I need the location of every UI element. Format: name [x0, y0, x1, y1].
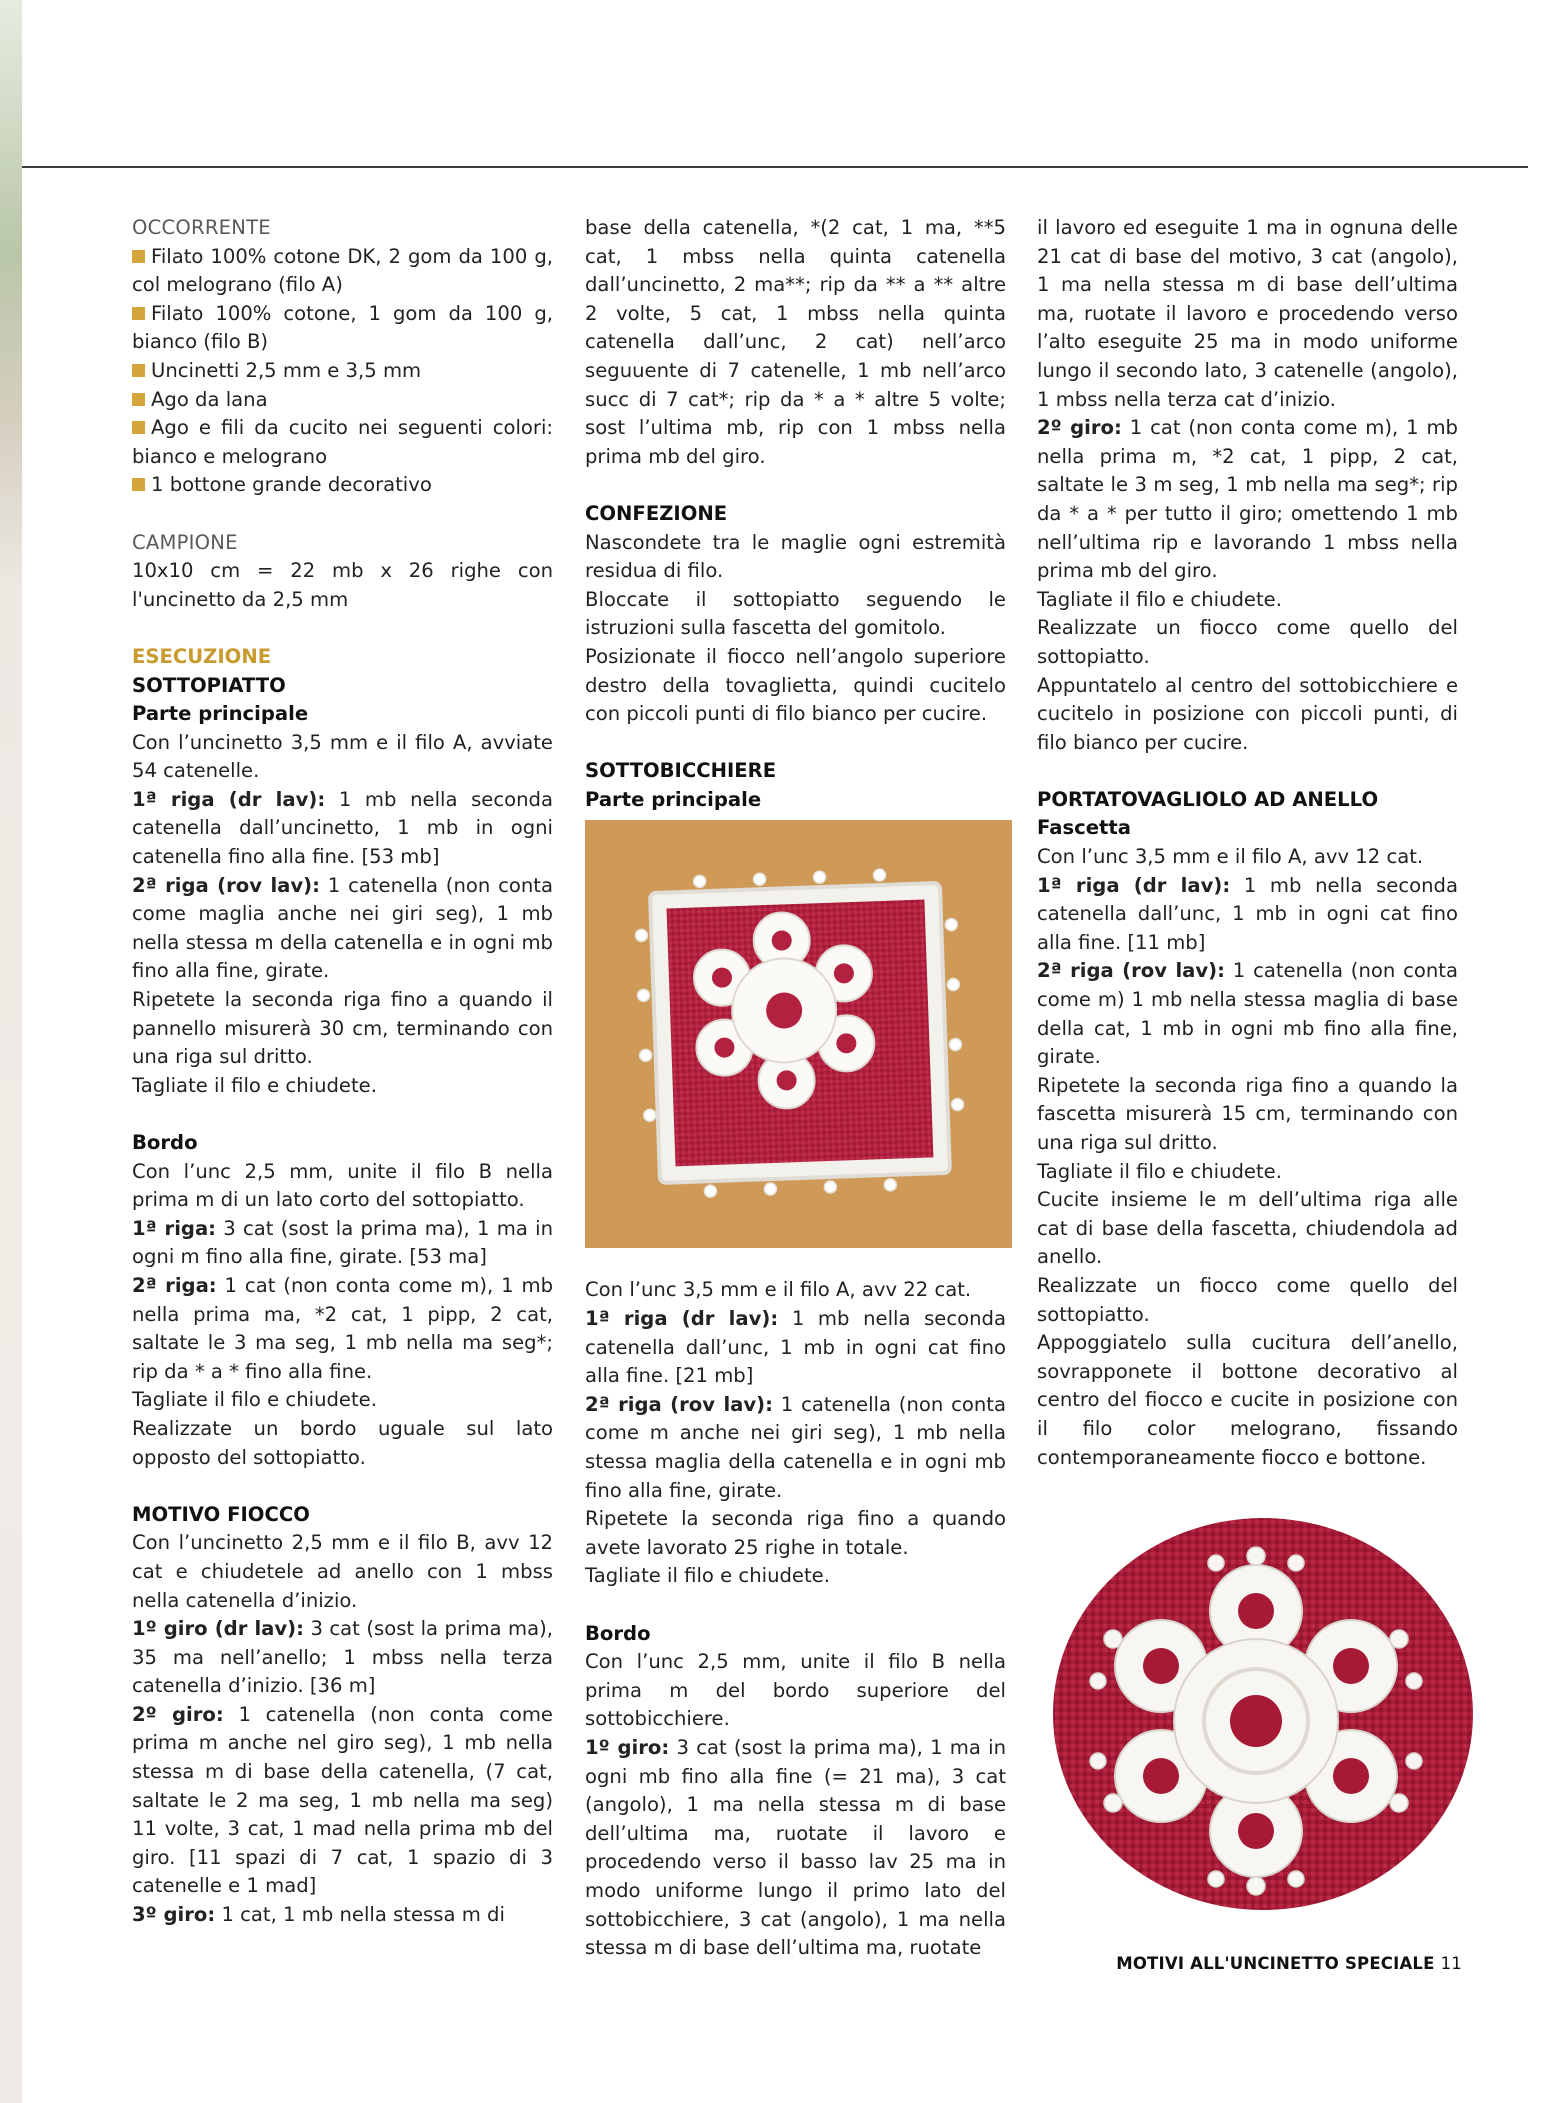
- paragraph: Nascondete tra le maglie ogni estremità residua di filo.: [585, 530, 1006, 583]
- paragraph: Con l’unc 3,5 mm e il filo A, avv 22 cat.: [585, 1278, 972, 1302]
- bullet-square-icon: [132, 307, 145, 320]
- parte-principale-heading: Parte principale: [585, 787, 762, 811]
- list-item: 1 bottone grande decorativo: [132, 471, 553, 500]
- parte-principale-heading: Parte principale: [132, 702, 309, 726]
- left-photo-strip: [0, 0, 22, 2103]
- paragraph: Con l’unc 2,5 mm, unite il filo B nella prima m di un lato corto del sottopiatto.: [132, 1159, 553, 1212]
- paragraph: Tagliate il filo e chiudete.: [132, 1073, 377, 1097]
- list-item: Ago da lana: [132, 386, 553, 415]
- paragraph: Ripetete la seconda riga fino a quando la fascetta misurerà 15 cm, terminando con una riga sul dritto.: [1037, 1073, 1458, 1154]
- coaster-photo: [585, 820, 1012, 1248]
- paragraph: 1º giro: 3 cat (sost la prima ma), 1 ma in ogni mb fino alla fine (= 21 ma), 3 cat (angolo), 1 ma nella stessa m di base dell’ultima ma, ruotate il lavoro e procedendo verso il basso lav 25 ma in modo uniforme lungo il primo lato del sottobicchiere, 3 cat (angolo), 1 ma nella stessa m di base dell’ultima ma, ruotate: [585, 1735, 1006, 1960]
- top-rule: [22, 166, 1528, 168]
- bullet-square-icon: [132, 478, 145, 491]
- paragraph: 3º giro: 1 cat, 1 mb nella stessa m di: [132, 1903, 505, 1927]
- paragraph: il lavoro ed eseguite 1 ma in ognuna delle 21 cat di base del motivo, 3 cat (angolo), 1 ma nella stessa m di base dell’ultima ma, ruotate il lavoro e procedendo verso l’alto eseguite 25 ma in modo uniforme lungo il secondo lato, 3 catenelle (angolo), 1 mbss nella terza cat d’inizio.: [1037, 216, 1458, 411]
- paragraph: Cucite insieme le m dell’ultima riga alle cat di base della fascetta, chiudendola ad anello.: [1037, 1188, 1458, 1269]
- paragraph: 2ª riga (rov lav): 1 catenella (non conta come m anche nei giri seg), 1 mb nella stessa maglia della catenella e in ogni mb fino alla fine, girate.: [585, 1392, 1006, 1502]
- sottopiatto-heading: SOTTOPIATTO: [132, 673, 286, 697]
- paragraph: 2ª riga (rov lav): 1 catenella (non conta come maglia anche nei giri seg), 1 mb nella stessa m della catenella e in ogni mb fino alla fine, girate.: [132, 873, 553, 983]
- paragraph: Tagliate il filo e chiudete.: [132, 1388, 377, 1412]
- paragraph: Posizionate il fiocco nell’angolo superiore destro della tovaglietta, quindi cucitelo con piccoli punti di filo bianco per cucire.: [585, 644, 1006, 726]
- paragraph: Ripetete la seconda riga fino a quando avete lavorato 25 righe in totale.: [585, 1507, 1006, 1559]
- paragraph: Tagliate il filo e chiudete.: [585, 1564, 830, 1588]
- paragraph: Tagliate il filo e chiudete.: [1037, 587, 1282, 611]
- fascetta-heading: Fascetta: [1037, 816, 1131, 840]
- coaster-illustration: [585, 820, 1012, 1248]
- paragraph: 2ª riga: 1 cat (non conta come m), 1 mb nella prima ma, *2 cat, 1 pipp, 2 cat, saltate le 3 ma seg, 1 mb nella ma seg*; rip da * a * fino alla fine.: [132, 1273, 554, 1383]
- column-3: [1037, 214, 1458, 1912]
- bullet-square-icon: [132, 250, 145, 263]
- paragraph: 2º giro: 1 catenella (non conta come prima m anche nel giro seg), 1 mb nella stessa m di base della catenella, (7 cat, saltate le 2 ma seg, 1 mb nella ma seg) 11 volte, 3 cat, 1 mad nella prima mb del giro. [11 spazi di 7 cat, 1 spazio di 3 catenelle e 1 mad]: [132, 1702, 553, 1898]
- paragraph: 1ª riga (dr lav): 1 mb nella seconda catenella dall’unc, 1 mb in ogni cat fino alla fine. [11 mb]: [1037, 873, 1458, 954]
- paragraph: 1º giro (dr lav): 3 cat (sost la prima ma), 35 ma nell’anello; 1 mbss nella terza catenella d’inizio. [36 m]: [132, 1617, 553, 1698]
- campione-text: 10x10 cm = 22 mb x 26 righe con l'uncinetto da 2,5 mm: [132, 559, 553, 611]
- paragraph: Con l’unc 2,5 mm, unite il filo B nella prima m del bordo superiore del sottobicchiere.: [585, 1650, 1006, 1731]
- motivo-fiocco-heading: MOTIVO FIOCCO: [132, 1502, 310, 1526]
- campione-title: CAMPIONE: [132, 530, 238, 554]
- paragraph: Tagliate il filo e chiudete.: [1037, 1159, 1282, 1183]
- paragraph: 2ª riga (rov lav): 1 catenella (non conta come m) 1 mb nella stessa maglia di base della cat, 1 mb in ogni mb fino alla fine, girate.: [1037, 959, 1458, 1069]
- column-2: [585, 214, 1006, 1963]
- paragraph: Realizzate un bordo uguale sul lato opposto del sottopiatto.: [132, 1416, 553, 1469]
- paragraph: 1ª riga: 3 cat (sost la prima ma), 1 ma in ogni m fino alla fine, girate. [53 ma]: [132, 1216, 553, 1269]
- list-item: Ago e fili da cucito nei seguenti colori: bianco e melograno: [132, 416, 553, 468]
- paragraph: Appoggiatelo sulla cucitura dell’anello, sovrapponete il bottone decorativo al centro del fiocco e cucite in posizione con il filo color melograno, fissando contemporaneamente fiocco e bottone.: [1037, 1331, 1458, 1469]
- column-1: [132, 214, 553, 1930]
- motif-closeup-illustration: [1051, 1516, 1475, 1912]
- paragraph: 1ª riga (dr lav): 1 mb nella seconda catenella dall’uncinetto, 1 mb in ogni catenella fino alla fine. [53 mb]: [132, 787, 553, 869]
- bullet-square-icon: [132, 364, 145, 377]
- page-number: 11: [1440, 1954, 1462, 1973]
- bullet-square-icon: [132, 393, 145, 406]
- paragraph: Con l’uncinetto 2,5 mm e il filo B, avv 12 cat e chiudetele ad anello con 1 mbss nella catenella d’inizio.: [132, 1531, 553, 1612]
- bordo-heading: Bordo: [132, 1131, 198, 1154]
- paragraph: Realizzate un fiocco come quello del sottopiatto.: [1037, 1273, 1458, 1326]
- bullet-square-icon: [132, 421, 145, 434]
- occorrente-title: OCCORRENTE: [132, 216, 271, 239]
- paragraph: Ripetete la seconda riga fino a quando il pannello misurerà 30 cm, terminando con una riga sul dritto.: [132, 988, 553, 1069]
- paragraph: Appuntatelo al centro del sottobicchiere e cucitelo in posizione con piccoli punti, di filo bianco per cucire.: [1037, 673, 1458, 754]
- paragraph: 1ª riga (dr lav): 1 mb nella seconda catenella dall’unc, 1 mb in ogni cat fino alla fine. [21 mb]: [585, 1307, 1006, 1388]
- paragraph: Bloccate il sottopiatto seguendo le istruzioni sulla fascetta del gomitolo.: [585, 587, 1006, 640]
- paragraph: Realizzate un fiocco come quello del sottopiatto.: [1037, 616, 1458, 668]
- motif-closeup-photo: [1051, 1516, 1475, 1912]
- list-item: Uncinetti 2,5 mm e 3,5 mm: [132, 357, 553, 386]
- paragraph: 2º giro: 1 cat (non conta come m), 1 mb nella prima m, *2 cat, 1 pipp, 2 cat, saltate le 3 m seg, 1 mb nella ma seg*; rip da * a * per tutto il giro; omettendo 1 mb nell’ultima rip e lavorando 1 mbss nella prima mb del giro.: [1037, 416, 1458, 583]
- confezione-heading: CONFEZIONE: [585, 501, 728, 525]
- portatovagliolo-heading: PORTATOVAGLIOLO AD ANELLO: [1037, 787, 1379, 811]
- list-item: Filato 100% cotone, 1 gom da 100 g, bianco (filo B): [132, 301, 553, 354]
- paragraph: base della catenella, *(2 cat, 1 ma, **5 cat, 1 mbss nella quinta catenella dall’uncinetto, 2 ma**; rip da ** a ** altre 2 volte, 5 cat, 1 mbss nella quinta catenella dall’unc, 2 cat) nell’arco seguuente di 7 catenelle, 1 mb nell’arco succ di 7 cat*; rip da * a * altre 5 volte; sost l’ultima mb, rip con 1 mbss nella prima mb del giro.: [585, 216, 1006, 468]
- magazine-title: MOTIVI ALL'UNCINETTO SPECIALE: [1116, 1954, 1435, 1973]
- bordo-heading: Bordo: [585, 1621, 651, 1645]
- esecuzione-heading: ESECUZIONE: [132, 644, 272, 668]
- paragraph: Con l’unc 3,5 mm e il filo A, avv 12 cat.: [1037, 845, 1424, 869]
- page-footer: [1116, 1954, 1462, 1973]
- list-item: Filato 100% cotone DK, 2 gom da 100 g, col melograno (filo A): [132, 244, 553, 297]
- paragraph: Con l’uncinetto 3,5 mm e il filo A, avviate 54 catenelle.: [132, 730, 553, 783]
- sottobicchiere-heading: SOTTOBICCHIERE: [585, 759, 777, 783]
